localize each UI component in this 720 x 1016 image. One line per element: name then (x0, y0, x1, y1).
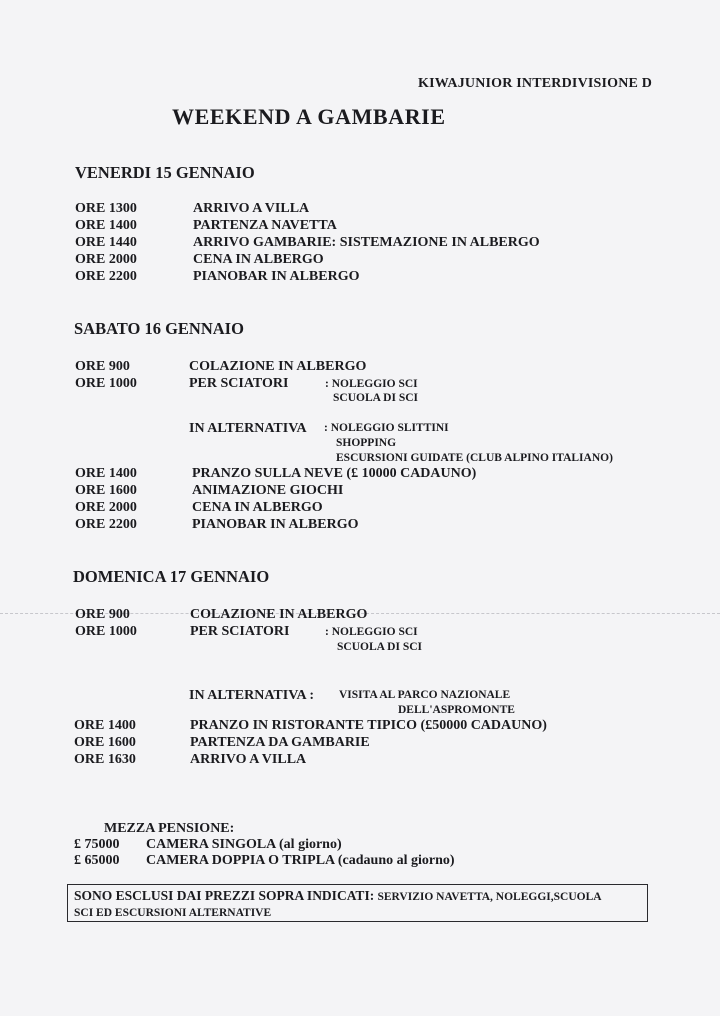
ski-option: SCUOLA DI SCI (337, 641, 422, 653)
price-value: £ 75000 (74, 837, 120, 852)
alternative-option: DELL'ASPROMONTE (398, 704, 515, 716)
ski-option: : NOLEGGIO SCI (325, 378, 418, 390)
schedule-activity: PRANZO SULLA NEVE (£ 10000 CADAUNO) (192, 466, 477, 481)
schedule-time: ORE 2000 (75, 500, 137, 515)
schedule-time: ORE 1440 (75, 235, 137, 250)
exclusions-items: SERVIZIO NAVETTA, NOLEGGI,SCUOLA (377, 891, 602, 903)
schedule-time: ORE 1400 (75, 218, 137, 233)
alternative-option: SHOPPING (336, 437, 397, 449)
ski-option: : NOLEGGIO SCI (325, 626, 418, 638)
schedule-activity: PER SCIATORI (189, 376, 289, 391)
alternative-option: ESCURSIONI GUIDATE (CLUB ALPINO ITALIANO) (336, 452, 613, 464)
schedule-time: ORE 2200 (75, 517, 137, 532)
schedule-activity: ARRIVO A VILLA (190, 752, 307, 767)
alternative-label: IN ALTERNATIVA (189, 421, 307, 436)
schedule-activity: ANIMAZIONE GIOCHI (192, 483, 344, 498)
schedule-activity: COLAZIONE IN ALBERGO (190, 607, 368, 622)
schedule-activity: COLAZIONE IN ALBERGO (189, 359, 367, 374)
schedule-activity: PRANZO IN RISTORANTE TIPICO (£50000 CADAUNO) (190, 718, 547, 733)
schedule-activity: PER SCIATORI (190, 624, 290, 639)
page-title: WEEKEND A GAMBARIE (172, 104, 446, 129)
schedule-activity: PARTENZA DA GAMBARIE (190, 735, 370, 750)
schedule-time: ORE 1600 (74, 735, 136, 750)
exclusions-lead: SONO ESCLUSI DAI PREZZI SOPRA INDICATI: (74, 888, 375, 903)
alternative-option: VISITA AL PARCO NAZIONALE (339, 689, 511, 701)
schedule-time: ORE 1630 (74, 752, 136, 767)
price-value: £ 65000 (74, 853, 120, 868)
sunday-heading: DOMENICA 17 GENNAIO (73, 567, 270, 586)
schedule-time: ORE 2000 (75, 252, 137, 267)
schedule-time: ORE 1400 (75, 466, 137, 481)
alternative-option: : NOLEGGIO SLITTINI (324, 422, 449, 434)
ski-option: SCUOLA DI SCI (333, 392, 418, 404)
friday-heading: VENERDI 15 GENNAIO (75, 163, 255, 182)
schedule-time: ORE 900 (75, 607, 130, 622)
schedule-activity: ARRIVO GAMBARIE: SISTEMAZIONE IN ALBERGO (193, 235, 540, 250)
price-description: CAMERA DOPPIA O TRIPLA (cadauno al giorno) (146, 853, 455, 868)
alternative-label: IN ALTERNATIVA : (189, 688, 315, 703)
schedule-activity: ARRIVO A VILLA (193, 201, 310, 216)
price-description: CAMERA SINGOLA (al giorno) (146, 837, 342, 852)
schedule-activity: PIANOBAR IN ALBERGO (192, 517, 359, 532)
schedule-time: ORE 1000 (75, 376, 137, 391)
pricing-heading: MEZZA PENSIONE: (104, 821, 235, 836)
schedule-time: ORE 1400 (74, 718, 136, 733)
exclusions-items-continued: SCI ED ESCURSIONI ALTERNATIVE (74, 907, 272, 919)
exclusions-note-box (67, 884, 648, 922)
schedule-activity: PARTENZA NAVETTA (193, 218, 337, 233)
schedule-time: ORE 1600 (75, 483, 137, 498)
organization-name: KIWAJUNIOR INTERDIVISIONE D (418, 76, 653, 91)
schedule-time: ORE 2200 (75, 269, 137, 284)
schedule-time: ORE 1000 (75, 624, 137, 639)
schedule-time: ORE 900 (75, 359, 130, 374)
schedule-activity: CENA IN ALBERGO (193, 252, 324, 267)
saturday-heading: SABATO 16 GENNAIO (74, 319, 244, 338)
schedule-activity: CENA IN ALBERGO (192, 500, 323, 515)
schedule-time: ORE 1300 (75, 201, 137, 216)
schedule-activity: PIANOBAR IN ALBERGO (193, 269, 360, 284)
